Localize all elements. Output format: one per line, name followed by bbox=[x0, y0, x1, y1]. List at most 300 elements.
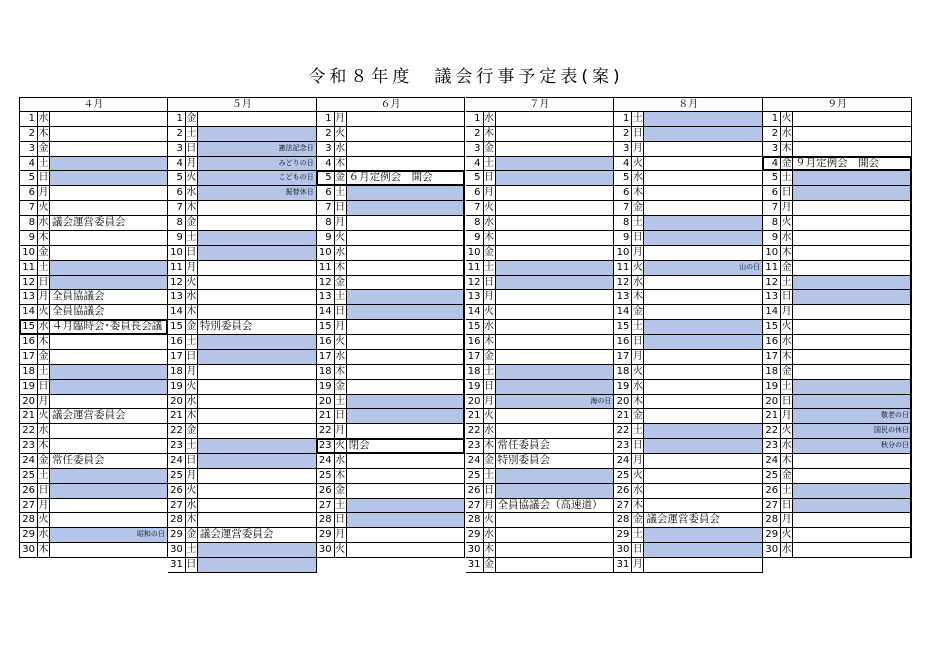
event-cell bbox=[644, 499, 762, 513]
event-cell bbox=[347, 201, 465, 215]
day-number: 9 bbox=[763, 231, 781, 245]
day-number: 10 bbox=[614, 246, 632, 260]
event-cell bbox=[347, 409, 465, 423]
day-row bbox=[168, 395, 316, 410]
event-cell bbox=[347, 261, 465, 275]
day-row bbox=[614, 454, 762, 469]
weekday: 月 bbox=[335, 113, 346, 124]
weekday: 金 bbox=[38, 350, 49, 362]
day-number: 30 bbox=[317, 543, 335, 557]
day-number: 26 bbox=[614, 484, 632, 498]
day-row bbox=[317, 142, 465, 157]
event-cell bbox=[496, 335, 614, 349]
day-number: 14 bbox=[763, 305, 781, 319]
day-number: 5 bbox=[763, 171, 781, 185]
weekday: 月 bbox=[781, 410, 792, 422]
event-cell bbox=[50, 186, 167, 200]
day-row bbox=[614, 409, 762, 424]
day-number: 26 bbox=[168, 484, 186, 498]
day-row bbox=[317, 261, 465, 276]
session-period-line bbox=[910, 156, 912, 558]
holiday-label: 国民の休日 bbox=[873, 426, 909, 435]
weekday: 日 bbox=[484, 484, 494, 496]
day-row bbox=[168, 305, 316, 320]
event-cell bbox=[644, 469, 762, 483]
weekday: 土 bbox=[632, 217, 643, 229]
day-number: 14 bbox=[466, 305, 484, 319]
day-row bbox=[763, 424, 911, 439]
event-cell bbox=[198, 543, 316, 557]
weekday: 土 bbox=[38, 365, 49, 377]
event-cell bbox=[793, 305, 911, 319]
holiday-label: 敬老の日 bbox=[880, 411, 909, 420]
event-cell bbox=[793, 320, 911, 334]
event-cell bbox=[50, 513, 167, 527]
weekday: 土 bbox=[186, 231, 197, 243]
day-row bbox=[317, 290, 465, 305]
day-row bbox=[763, 484, 911, 499]
event-cell bbox=[198, 231, 316, 245]
day-row bbox=[20, 365, 167, 380]
event-cell bbox=[644, 142, 762, 156]
day-row bbox=[763, 395, 911, 410]
day-row bbox=[317, 409, 465, 424]
day-number: 27 bbox=[20, 499, 38, 513]
day-number: 30 bbox=[763, 543, 781, 557]
event-cell bbox=[793, 380, 911, 394]
day-row bbox=[317, 320, 465, 335]
day-row bbox=[763, 409, 911, 424]
event-cell bbox=[198, 395, 316, 409]
event-cell bbox=[50, 335, 167, 349]
day-number: 10 bbox=[317, 246, 335, 260]
day-number: 29 bbox=[763, 528, 781, 542]
event-cell bbox=[50, 305, 167, 319]
event-cell bbox=[198, 276, 316, 290]
day-number: 28 bbox=[614, 513, 632, 527]
event-text: 議会運営委員会 bbox=[52, 409, 126, 422]
weekday: 土 bbox=[484, 157, 494, 169]
day-row bbox=[614, 499, 762, 514]
weekday: 日 bbox=[186, 246, 197, 258]
day-number: 9 bbox=[317, 231, 335, 245]
event-cell bbox=[347, 543, 465, 557]
event-cell bbox=[198, 261, 316, 275]
day-row bbox=[466, 454, 614, 469]
day-row bbox=[466, 469, 614, 484]
day-row bbox=[20, 380, 167, 395]
day-number: 22 bbox=[763, 424, 781, 438]
day-row bbox=[317, 499, 465, 514]
day-row bbox=[614, 305, 762, 320]
weekday: 日 bbox=[632, 127, 643, 139]
day-row bbox=[168, 528, 316, 543]
holiday-label: こどもの日 bbox=[278, 173, 314, 182]
event-cell bbox=[50, 201, 167, 215]
weekday: 水 bbox=[781, 440, 792, 452]
event-cell bbox=[644, 127, 762, 141]
weekday: 土 bbox=[186, 440, 197, 452]
event-text: 特別委員会 bbox=[199, 320, 253, 333]
day-number: 25 bbox=[763, 469, 781, 483]
day-number: 2 bbox=[466, 127, 484, 141]
event-cell bbox=[347, 171, 465, 185]
day-row bbox=[763, 290, 911, 305]
weekday: 月 bbox=[186, 365, 197, 377]
day-row bbox=[763, 216, 911, 231]
event-cell bbox=[793, 365, 911, 379]
weekday: 水 bbox=[781, 336, 792, 348]
event-cell bbox=[644, 186, 762, 200]
day-number: 24 bbox=[20, 454, 38, 468]
weekday: 水 bbox=[781, 231, 792, 243]
day-row bbox=[763, 142, 911, 157]
weekday: 水 bbox=[335, 455, 346, 466]
event-cell bbox=[644, 112, 762, 126]
day-number: 26 bbox=[466, 484, 484, 498]
weekday: 金 bbox=[484, 350, 494, 362]
weekday: 火 bbox=[38, 306, 49, 318]
day-row bbox=[20, 335, 167, 350]
day-number: 5 bbox=[466, 171, 484, 185]
weekday: 金 bbox=[335, 276, 346, 288]
event-cell bbox=[347, 424, 465, 438]
event-cell bbox=[496, 201, 614, 215]
day-number: 28 bbox=[168, 513, 186, 527]
event-cell bbox=[50, 499, 167, 513]
weekday: 月 bbox=[335, 529, 346, 541]
event-cell bbox=[347, 127, 465, 141]
day-row bbox=[763, 469, 911, 484]
day-number: 13 bbox=[317, 290, 335, 304]
event-cell bbox=[496, 231, 614, 245]
event-cell bbox=[50, 439, 167, 453]
event-cell bbox=[644, 543, 762, 557]
weekday: 木 bbox=[632, 291, 643, 303]
weekday: 木 bbox=[484, 440, 494, 452]
weekday: 木 bbox=[38, 336, 49, 348]
day-number: 21 bbox=[614, 409, 632, 423]
day-number: 24 bbox=[317, 454, 335, 468]
weekday: 土 bbox=[186, 544, 197, 556]
event-cell bbox=[496, 395, 614, 409]
event-cell bbox=[50, 216, 167, 230]
weekday: 水 bbox=[38, 321, 49, 333]
day-number: 17 bbox=[168, 350, 186, 364]
month-column bbox=[317, 97, 466, 558]
day-row bbox=[20, 484, 167, 499]
day-number: 16 bbox=[763, 335, 781, 349]
day-number: 16 bbox=[168, 335, 186, 349]
event-cell bbox=[347, 513, 465, 527]
event-cell bbox=[496, 320, 614, 334]
day-number: 15 bbox=[466, 320, 484, 334]
weekday: 火 bbox=[335, 440, 346, 452]
day-row bbox=[614, 142, 762, 157]
event-cell bbox=[496, 543, 614, 557]
weekday: 火 bbox=[484, 202, 494, 214]
day-row bbox=[763, 499, 911, 514]
event-text: ４月臨時会･委員長会議 bbox=[52, 320, 163, 333]
event-cell bbox=[496, 305, 614, 319]
day-row bbox=[614, 558, 762, 573]
day-row bbox=[20, 142, 167, 157]
day-number: 1 bbox=[317, 112, 335, 126]
day-number: 22 bbox=[614, 424, 632, 438]
weekday: 火 bbox=[781, 217, 792, 229]
day-row bbox=[466, 424, 614, 439]
schedule-table bbox=[19, 97, 912, 577]
day-row bbox=[614, 216, 762, 231]
day-number: 17 bbox=[317, 350, 335, 364]
day-row bbox=[168, 424, 316, 439]
day-row bbox=[317, 231, 465, 246]
event-cell bbox=[50, 261, 167, 275]
event-cell bbox=[644, 305, 762, 319]
event-cell bbox=[644, 484, 762, 498]
month-header: ９月 bbox=[763, 97, 911, 112]
day-row bbox=[168, 320, 316, 335]
day-number: 28 bbox=[20, 513, 38, 527]
weekday: 火 bbox=[484, 514, 494, 526]
day-number: 28 bbox=[763, 513, 781, 527]
weekday: 金 bbox=[781, 365, 792, 377]
day-number: 17 bbox=[763, 350, 781, 364]
day-number: 11 bbox=[20, 261, 38, 275]
day-row bbox=[168, 290, 316, 305]
weekday: 土 bbox=[335, 499, 346, 511]
weekday: 水 bbox=[632, 380, 643, 392]
day-number: 8 bbox=[168, 216, 186, 230]
event-cell bbox=[347, 246, 465, 260]
day-number: 22 bbox=[466, 424, 484, 438]
event-cell bbox=[50, 320, 167, 334]
day-number: 7 bbox=[614, 201, 632, 215]
weekday: 月 bbox=[38, 395, 49, 407]
event-cell bbox=[644, 335, 762, 349]
weekday: 月 bbox=[335, 321, 346, 333]
weekday: 土 bbox=[38, 469, 49, 481]
weekday: 火 bbox=[186, 172, 197, 184]
event-cell bbox=[793, 231, 911, 245]
day-number: 21 bbox=[763, 409, 781, 423]
day-row bbox=[763, 157, 911, 172]
day-row bbox=[317, 469, 465, 484]
event-cell bbox=[50, 409, 167, 423]
day-number: 20 bbox=[20, 395, 38, 409]
day-row bbox=[466, 350, 614, 365]
weekday: 土 bbox=[335, 395, 346, 407]
day-number: 20 bbox=[317, 395, 335, 409]
weekday: 日 bbox=[632, 336, 643, 348]
weekday: 日 bbox=[484, 276, 494, 288]
day-number: 30 bbox=[614, 543, 632, 557]
weekday: 水 bbox=[38, 217, 49, 229]
day-number: 28 bbox=[466, 513, 484, 527]
event-cell bbox=[50, 543, 167, 557]
day-number: 7 bbox=[317, 201, 335, 215]
day-row bbox=[763, 365, 911, 380]
weekday: 日 bbox=[484, 172, 494, 184]
month-header: ７月 bbox=[466, 97, 614, 112]
holiday-label: 山の日 bbox=[739, 262, 761, 271]
event-text: 議会運営委員会 bbox=[646, 513, 720, 526]
day-number: 26 bbox=[763, 484, 781, 498]
event-cell bbox=[198, 424, 316, 438]
event-cell bbox=[793, 246, 911, 260]
day-row bbox=[466, 231, 614, 246]
day-row bbox=[614, 365, 762, 380]
event-cell bbox=[644, 246, 762, 260]
day-row bbox=[763, 171, 911, 186]
event-cell bbox=[496, 216, 614, 230]
day-row bbox=[466, 380, 614, 395]
day-number: 1 bbox=[168, 112, 186, 126]
day-number: 8 bbox=[466, 216, 484, 230]
day-row bbox=[466, 395, 614, 410]
event-cell bbox=[496, 186, 614, 200]
day-number: 11 bbox=[614, 261, 632, 275]
day-row bbox=[168, 186, 316, 201]
day-number: 18 bbox=[20, 365, 38, 379]
weekday: 木 bbox=[38, 231, 49, 243]
event-cell bbox=[50, 246, 167, 260]
day-number: 11 bbox=[168, 261, 186, 275]
event-cell bbox=[198, 484, 316, 498]
day-row bbox=[317, 543, 465, 558]
weekday: 金 bbox=[335, 484, 346, 496]
weekday: 金 bbox=[484, 559, 494, 571]
day-number: 31 bbox=[614, 558, 632, 572]
event-cell bbox=[198, 335, 316, 349]
weekday: 木 bbox=[186, 410, 197, 422]
weekday: 火 bbox=[335, 544, 346, 556]
weekday: 火 bbox=[38, 410, 49, 422]
day-row bbox=[317, 127, 465, 142]
day-row bbox=[168, 112, 316, 127]
day-row bbox=[614, 186, 762, 201]
event-cell bbox=[198, 127, 316, 141]
day-row bbox=[466, 528, 614, 543]
event-cell bbox=[198, 528, 316, 542]
day-row bbox=[20, 171, 167, 186]
event-cell bbox=[496, 276, 614, 290]
event-cell bbox=[644, 276, 762, 290]
event-cell bbox=[496, 261, 614, 275]
day-number: 13 bbox=[614, 290, 632, 304]
day-number: 1 bbox=[466, 112, 484, 126]
weekday: 火 bbox=[38, 514, 49, 526]
day-number: 20 bbox=[763, 395, 781, 409]
event-cell bbox=[496, 350, 614, 364]
event-cell bbox=[496, 409, 614, 423]
day-row bbox=[168, 171, 316, 186]
day-number: 9 bbox=[168, 231, 186, 245]
event-cell bbox=[50, 454, 167, 468]
event-cell bbox=[496, 484, 614, 498]
day-number: 18 bbox=[614, 365, 632, 379]
day-row bbox=[466, 543, 614, 558]
weekday: 水 bbox=[484, 425, 494, 437]
event-cell bbox=[793, 350, 911, 364]
weekday: 火 bbox=[335, 231, 346, 243]
day-row bbox=[466, 171, 614, 186]
day-row bbox=[763, 335, 911, 350]
day-number: 3 bbox=[614, 142, 632, 156]
event-cell bbox=[496, 439, 614, 453]
day-row bbox=[168, 142, 316, 157]
day-number: 15 bbox=[20, 320, 38, 334]
day-row bbox=[614, 231, 762, 246]
day-number: 20 bbox=[466, 395, 484, 409]
day-row bbox=[168, 499, 316, 514]
day-row bbox=[20, 216, 167, 231]
day-number: 11 bbox=[763, 261, 781, 275]
day-number: 23 bbox=[466, 439, 484, 453]
weekday: 水 bbox=[38, 113, 49, 124]
day-number: 18 bbox=[763, 365, 781, 379]
day-number: 26 bbox=[20, 484, 38, 498]
day-number: 31 bbox=[466, 558, 484, 572]
event-cell bbox=[198, 201, 316, 215]
day-row bbox=[317, 335, 465, 350]
day-number: 6 bbox=[763, 186, 781, 200]
weekday: 木 bbox=[38, 127, 49, 139]
weekday: 金 bbox=[186, 425, 197, 437]
day-row bbox=[763, 320, 911, 335]
weekday: 火 bbox=[335, 127, 346, 139]
day-row bbox=[763, 201, 911, 216]
day-number: 18 bbox=[168, 365, 186, 379]
weekday: 木 bbox=[186, 306, 197, 318]
weekday: 土 bbox=[38, 157, 49, 169]
holiday-label: 憲法記念日 bbox=[278, 143, 314, 152]
event-cell bbox=[50, 350, 167, 364]
event-cell bbox=[496, 454, 614, 468]
weekday: 木 bbox=[335, 365, 346, 377]
day-number: 27 bbox=[614, 499, 632, 513]
day-number: 20 bbox=[168, 395, 186, 409]
day-row bbox=[317, 216, 465, 231]
weekday: 土 bbox=[335, 187, 346, 199]
weekday: 月 bbox=[484, 395, 494, 407]
day-row bbox=[168, 513, 316, 528]
weekday: 日 bbox=[38, 380, 49, 392]
day-number: 29 bbox=[614, 528, 632, 542]
event-cell bbox=[793, 127, 911, 141]
day-number: 29 bbox=[317, 528, 335, 542]
day-number: 27 bbox=[466, 499, 484, 513]
weekday: 日 bbox=[335, 514, 346, 526]
day-row bbox=[763, 439, 911, 454]
day-row bbox=[20, 350, 167, 365]
event-cell bbox=[793, 409, 911, 423]
event-text: 全員協議会（高速道） bbox=[497, 498, 603, 511]
event-cell bbox=[496, 469, 614, 483]
event-cell bbox=[198, 380, 316, 394]
day-number: 5 bbox=[168, 171, 186, 185]
day-number: 10 bbox=[763, 246, 781, 260]
day-row bbox=[317, 276, 465, 291]
weekday: 月 bbox=[186, 261, 197, 273]
day-row bbox=[20, 261, 167, 276]
weekday: 土 bbox=[632, 321, 643, 333]
event-cell bbox=[793, 469, 911, 483]
day-number: 1 bbox=[763, 112, 781, 126]
day-row bbox=[317, 395, 465, 410]
day-row bbox=[466, 513, 614, 528]
event-cell bbox=[644, 380, 762, 394]
